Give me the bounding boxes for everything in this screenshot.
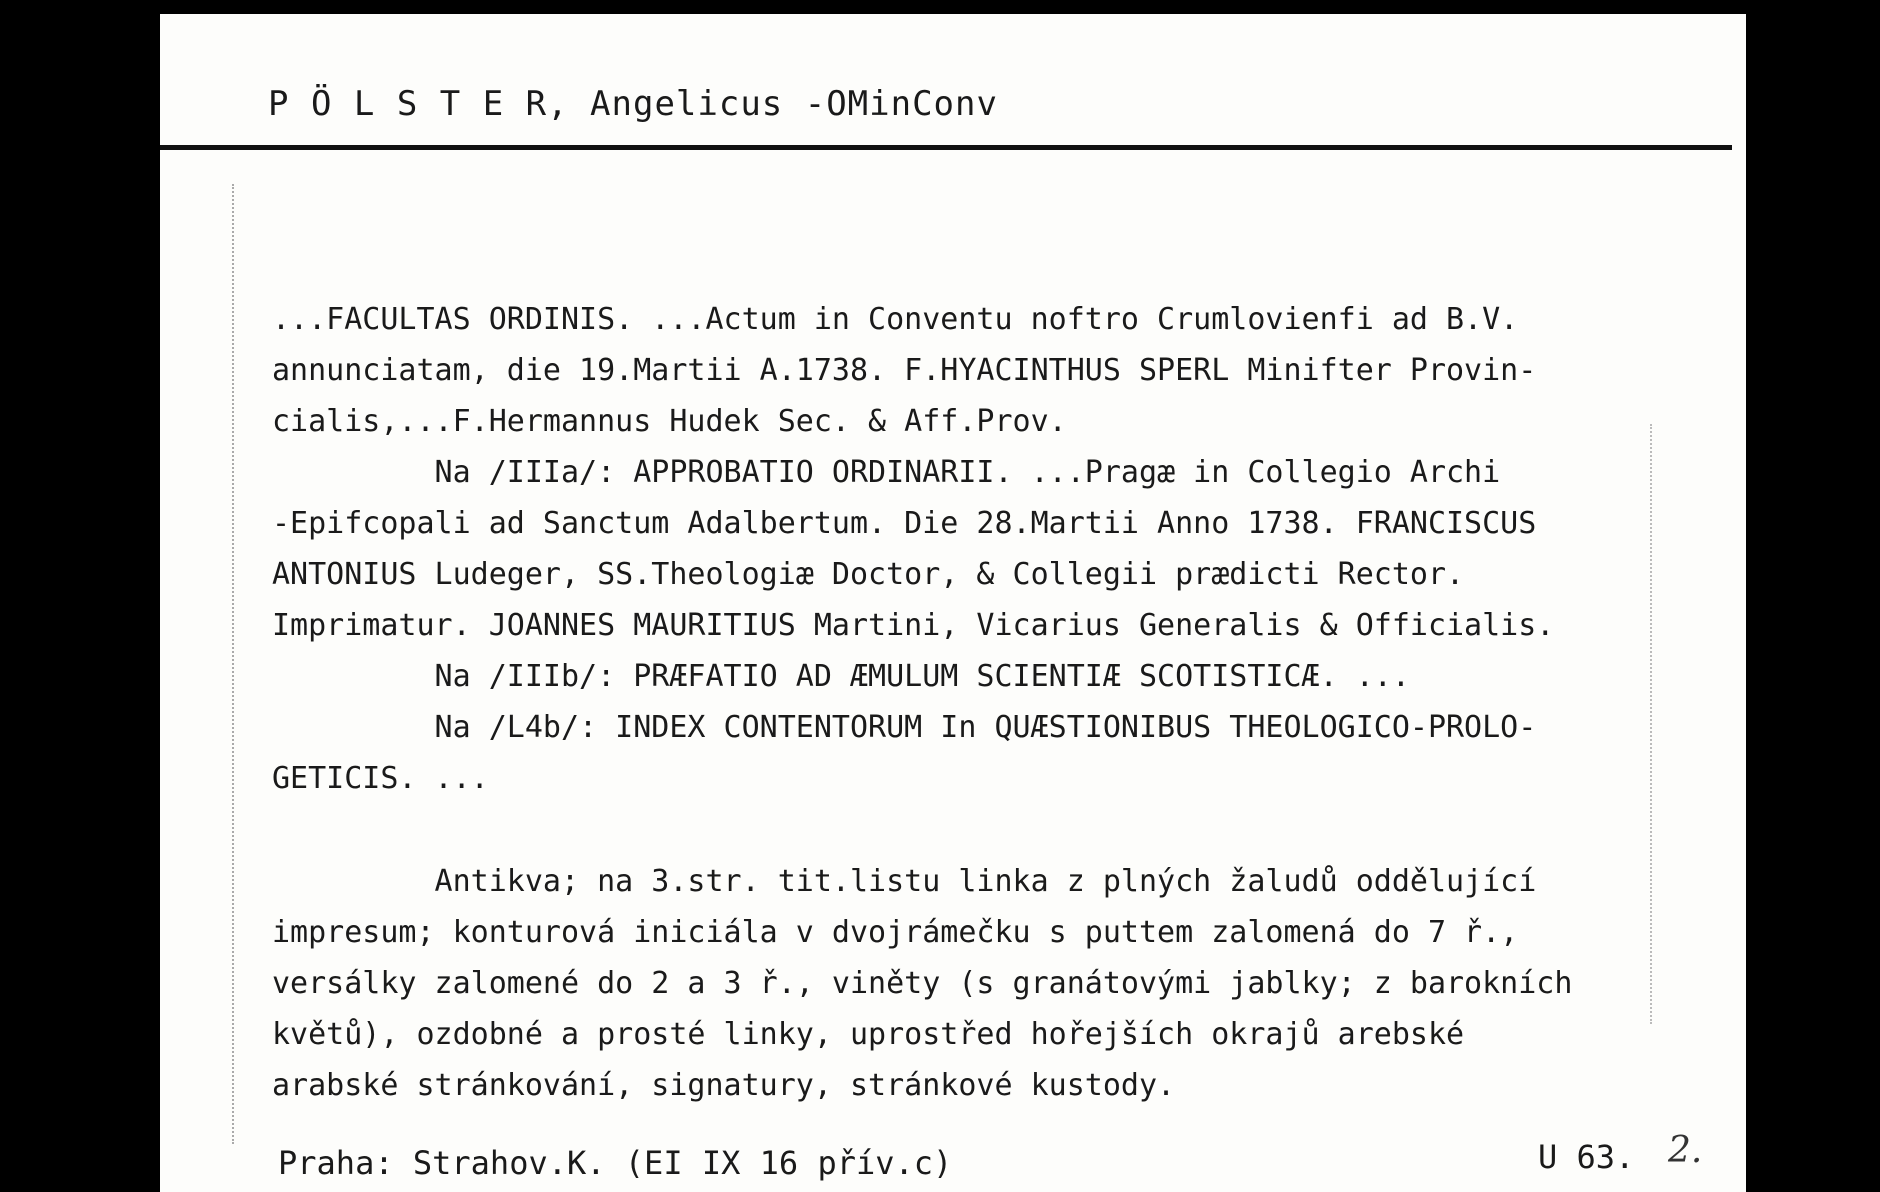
body-line: Imprimatur. JOANNES MAURITIUS Martini, Vicarius Generalis & Officialis.	[272, 608, 1555, 643]
description-line: arabské stránkování, signatury, stránkové kustody.	[272, 1068, 1176, 1103]
left-margin-dots	[232, 184, 234, 1144]
body-line: -Epifcopali ad Sanctum Adalbertum. Die 28.Martii Anno 1738. FRANCISCUS	[272, 506, 1537, 541]
body-line: Na /IIIa/: APPROBATIO ORDINARII. ...Pragæ in Collegio Archi	[272, 455, 1501, 490]
description-line: versálky zalomené do 2 a 3 ř., viněty (s granátovými jablky; z barokních	[272, 966, 1573, 1001]
description-line: impresum; konturová iniciála v dvojrámečku s puttem zalomená do 7 ř.,	[272, 915, 1519, 950]
description-line: květů), ozdobné a prosté linky, uprostřed hořejších okrajů arebské	[272, 1017, 1465, 1052]
shelf-signature: U 63.	[1538, 1138, 1635, 1176]
card-body	[272, 294, 1692, 1111]
body-line: ...FACULTAS ORDINIS. ...Actum in Conventu noftro Crumlovienfi ad B.V.	[272, 302, 1519, 337]
holding-location: Praha: Strahov.K. (EI IX 16 přív.c)	[278, 1144, 953, 1182]
card-heading: P Ö L S T E R, Angelicus -OMinConv	[268, 84, 998, 124]
catalog-card	[160, 14, 1746, 1192]
body-line: GETICIS. ...	[272, 761, 489, 796]
body-line: Na /L4b/: INDEX CONTENTORUM In QUÆSTIONIBUS THEOLOGICO-PROLO-	[272, 710, 1537, 745]
body-line: ANTONIUS Ludeger, SS.Theologiæ Doctor, & Collegii prædicti Rector.	[272, 557, 1465, 592]
body-line: cialis,...F.Hermannus Hudek Sec. & Aff.Prov.	[272, 404, 1067, 439]
handwritten-mark: 2.	[1668, 1130, 1703, 1171]
body-line: Na /IIIb/: PRÆFATIO AD ÆMULUM SCIENTIÆ SCOTISTICÆ. ...	[272, 659, 1410, 694]
heading-rule	[160, 145, 1732, 150]
paragraph-gap	[272, 804, 1692, 856]
description-line: Antikva; na 3.str. tit.listu linka z plných žaludů oddělující	[272, 864, 1537, 899]
body-line: annunciatam, die 19.Martii A.1738. F.HYACINTHUS SPERL Minifter Provin-	[272, 353, 1537, 388]
